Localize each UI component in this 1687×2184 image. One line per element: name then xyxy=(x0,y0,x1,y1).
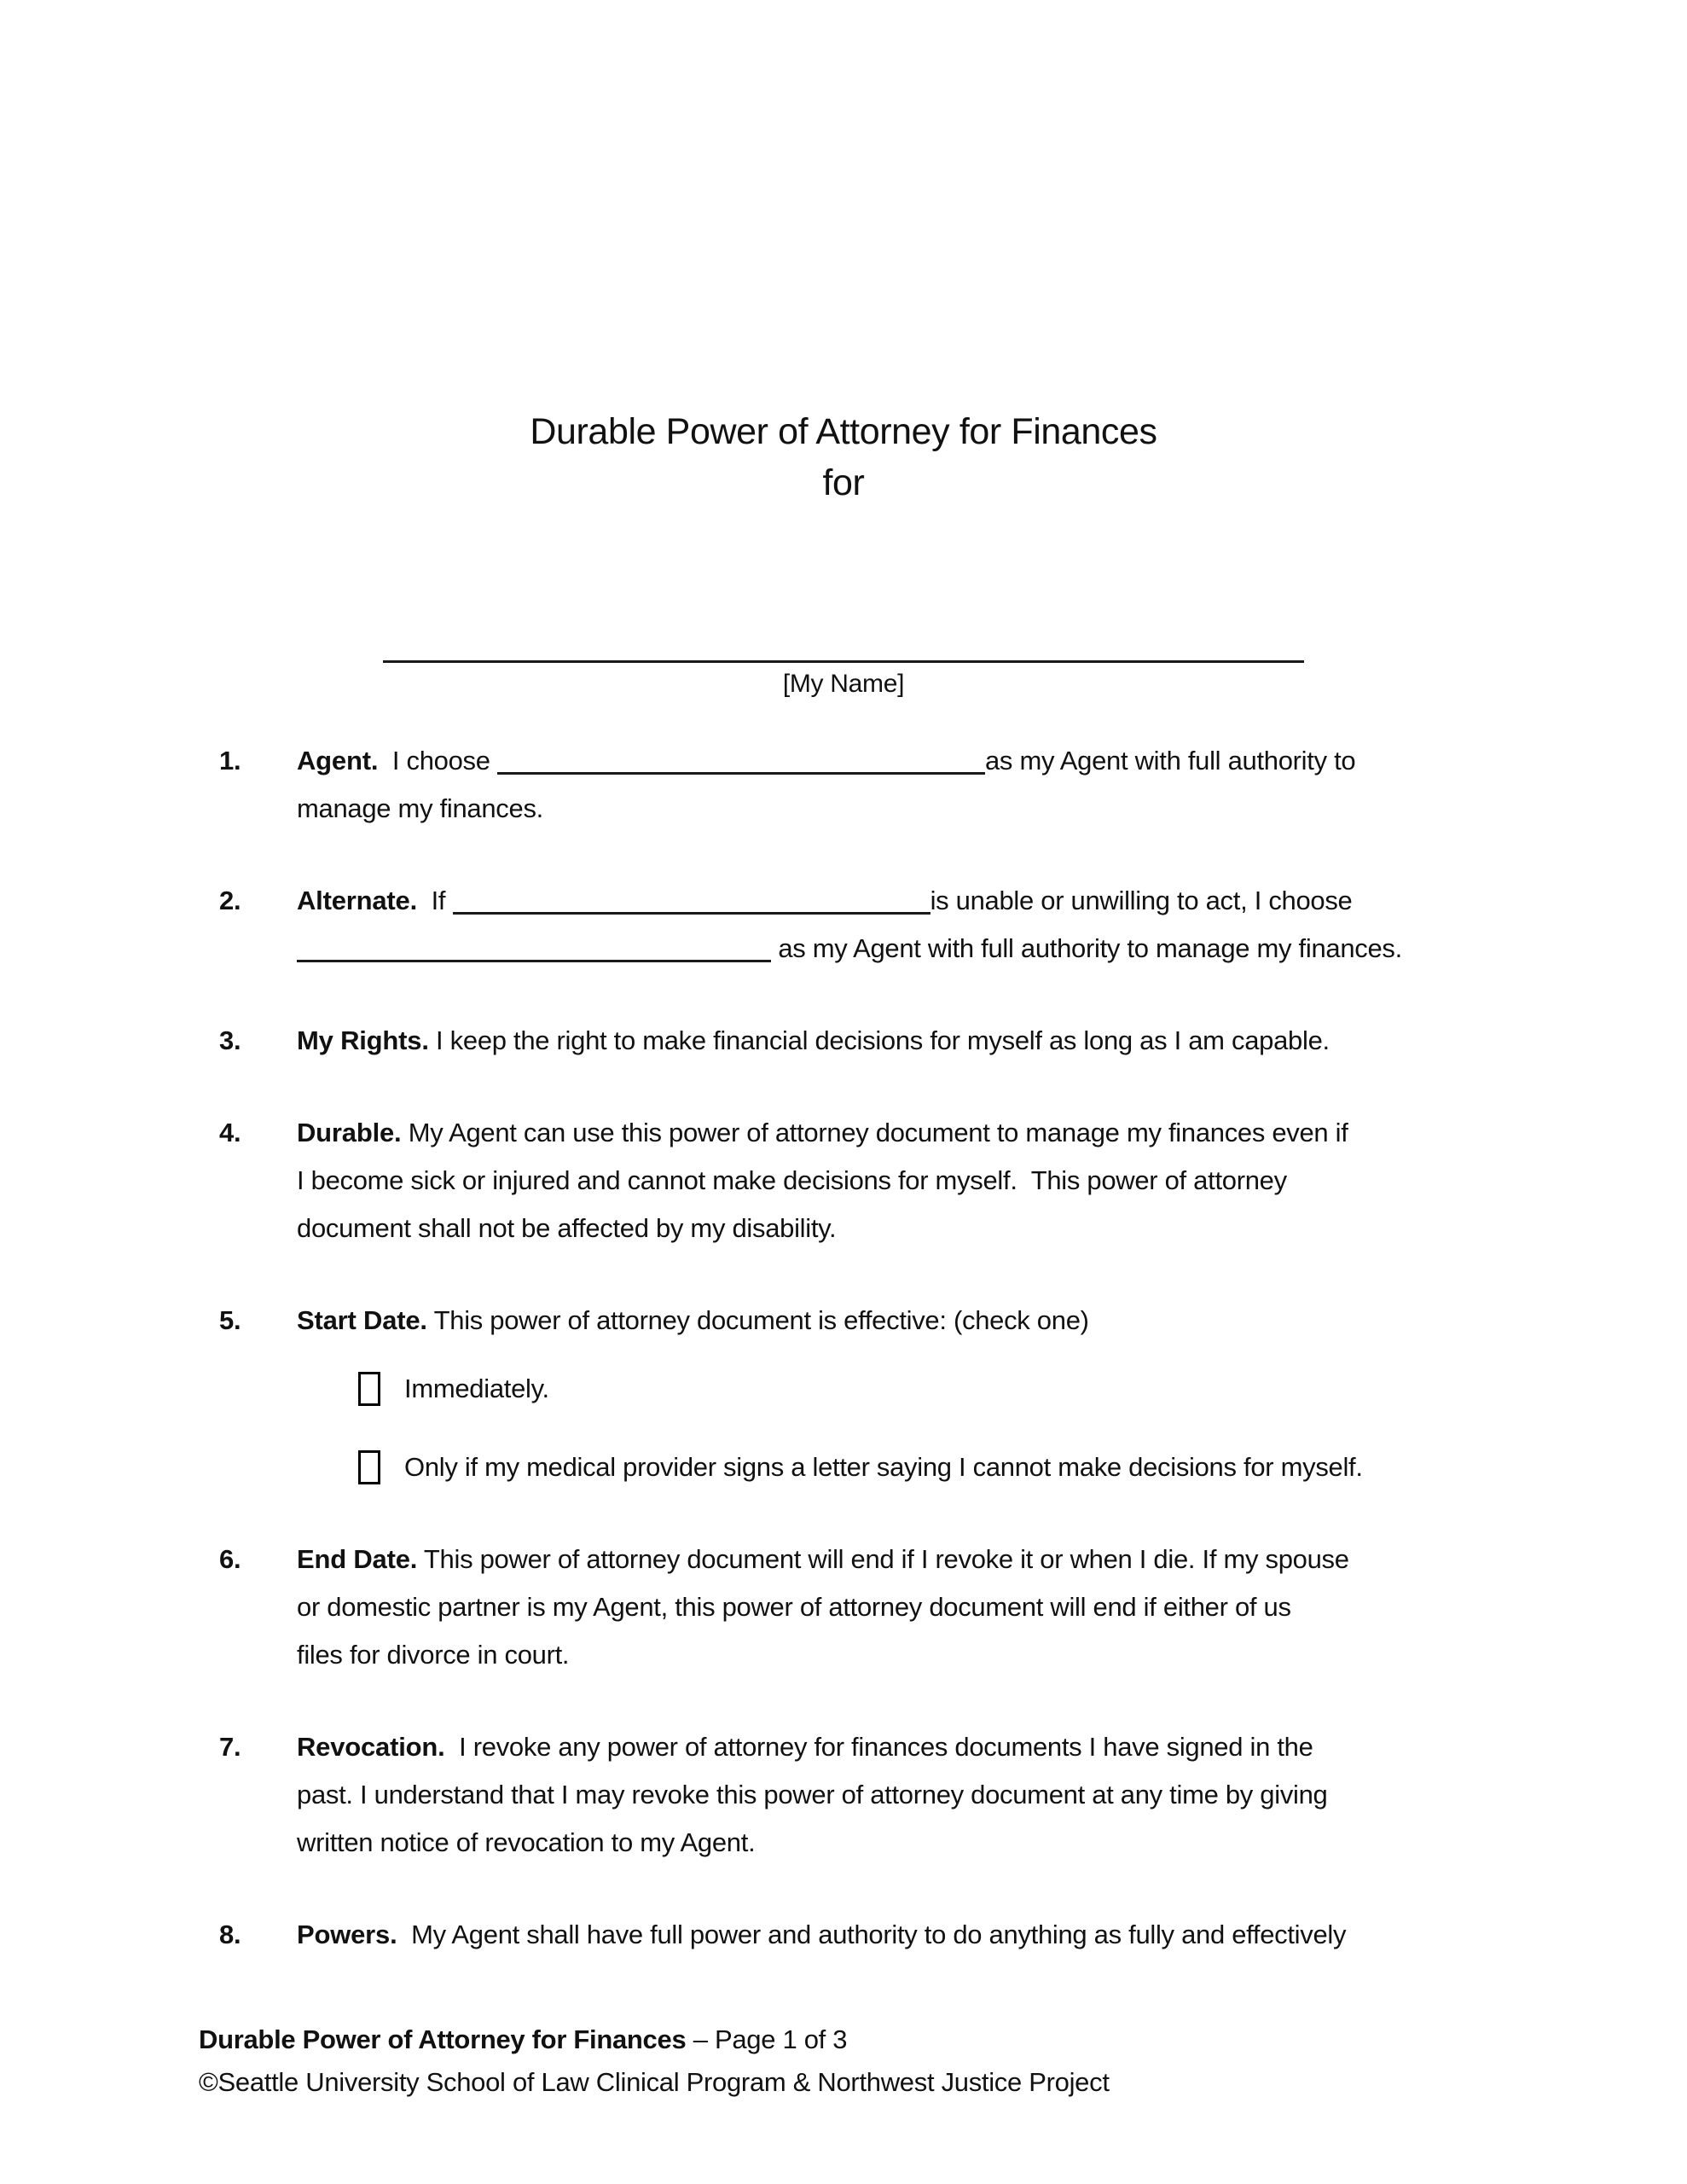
checkbox-row xyxy=(297,1443,1550,1491)
text-line: My Rights. I keep the right to make financial decisions for myself as long as I am capable. xyxy=(297,1025,1330,1055)
fill-in-blank[interactable] xyxy=(497,772,985,775)
footer-copyright: ©Seattle University School of Law Clinical Program & Northwest Justice Project xyxy=(199,2067,1110,2097)
list-item xyxy=(219,1911,1550,1959)
item-body xyxy=(297,877,1550,973)
item-number: 1. xyxy=(219,746,241,775)
footer-doc-title: Durable Power of Attorney for Finances xyxy=(199,2024,693,2054)
text-line: manage my finances. xyxy=(297,793,543,823)
text-line: files for divorce in court. xyxy=(297,1640,570,1670)
text-line: I become sick or injured and cannot make decisions for myself. This power of attorney xyxy=(297,1165,1287,1195)
text-line: document shall not be affected by my disability. xyxy=(297,1213,837,1243)
item-body xyxy=(297,1109,1550,1252)
text-line: Durable. My Agent can use this power of attorney document to manage my finances even if xyxy=(297,1118,1348,1147)
fill-in-blank[interactable] xyxy=(297,960,771,962)
my-name-blank[interactable] xyxy=(383,635,1304,663)
list-item xyxy=(219,1017,1550,1065)
item-number: 6. xyxy=(219,1544,241,1574)
title-line-2: for xyxy=(822,462,865,503)
item-label: End Date. xyxy=(297,1544,418,1574)
item-number: 5. xyxy=(219,1305,241,1335)
item-body xyxy=(297,1536,1550,1679)
checkbox[interactable] xyxy=(358,1372,380,1406)
list-item xyxy=(219,1109,1550,1252)
title-line-1: Durable Power of Attorney for Finances xyxy=(530,411,1157,452)
checkbox-row xyxy=(297,1365,1550,1413)
text-line: past. I understand that I may revoke this power of attorney document at any time by giving xyxy=(297,1780,1328,1809)
item-label: My Rights. xyxy=(297,1025,429,1055)
text-line: Revocation. I revoke any power of attorney for finances documents I have signed in the xyxy=(297,1732,1313,1762)
item-number: 2. xyxy=(219,886,241,915)
text-line: Start Date. This power of attorney document is effective: (check one) xyxy=(297,1305,1089,1335)
item-body xyxy=(297,737,1550,833)
list-item xyxy=(219,877,1550,973)
item-number: 3. xyxy=(219,1025,241,1055)
text-line: Powers. My Agent shall have full power and authority to do anything as fully and effectively xyxy=(297,1920,1347,1949)
checkbox-label: Immediately. xyxy=(404,1374,549,1403)
list-item xyxy=(219,1536,1550,1679)
text-line: written notice of revocation to my Agent. xyxy=(297,1827,756,1857)
item-number: 8. xyxy=(219,1920,241,1949)
text-line: Agent. I choose as my Agent with full authority to xyxy=(297,746,1356,775)
text-line: Alternate. If is unable or unwilling to act, I choose xyxy=(297,886,1353,915)
checkbox-label: Only if my medical provider signs a letter saying I cannot make decisions for myself. xyxy=(404,1452,1363,1482)
item-body xyxy=(297,1723,1550,1867)
list-item xyxy=(219,1297,1550,1491)
item-label: Alternate. xyxy=(297,886,417,915)
item-label: Agent. xyxy=(297,746,379,775)
item-number: 7. xyxy=(219,1732,241,1762)
list-item xyxy=(219,1723,1550,1867)
item-body xyxy=(297,1911,1550,1959)
item-body xyxy=(297,1017,1550,1065)
text-line: as my Agent with full authority to manage my finances. xyxy=(297,925,1550,973)
footer-line-1 xyxy=(199,2018,1110,2061)
my-name-caption: [My Name] xyxy=(782,670,905,698)
page-footer xyxy=(199,2018,1110,2104)
checkbox[interactable] xyxy=(358,1450,380,1484)
fill-in-blank[interactable] xyxy=(453,912,930,915)
item-label: Start Date. xyxy=(297,1305,427,1335)
item-number: 4. xyxy=(219,1118,241,1147)
document-title xyxy=(0,406,1687,508)
numbered-list xyxy=(219,737,1550,2003)
text-line: or domestic partner is my Agent, this power of attorney document will end if either of us xyxy=(297,1592,1291,1622)
item-label: Durable. xyxy=(297,1118,402,1147)
text-line: End Date. This power of attorney document will end if I revoke it or when I die. If my spouse xyxy=(297,1544,1349,1574)
item-label: Revocation. xyxy=(297,1732,445,1762)
footer-page-number: – Page 1 of 3 xyxy=(693,2024,848,2054)
item-label: Powers. xyxy=(297,1920,397,1949)
list-item xyxy=(219,737,1550,833)
item-body xyxy=(297,1297,1550,1491)
